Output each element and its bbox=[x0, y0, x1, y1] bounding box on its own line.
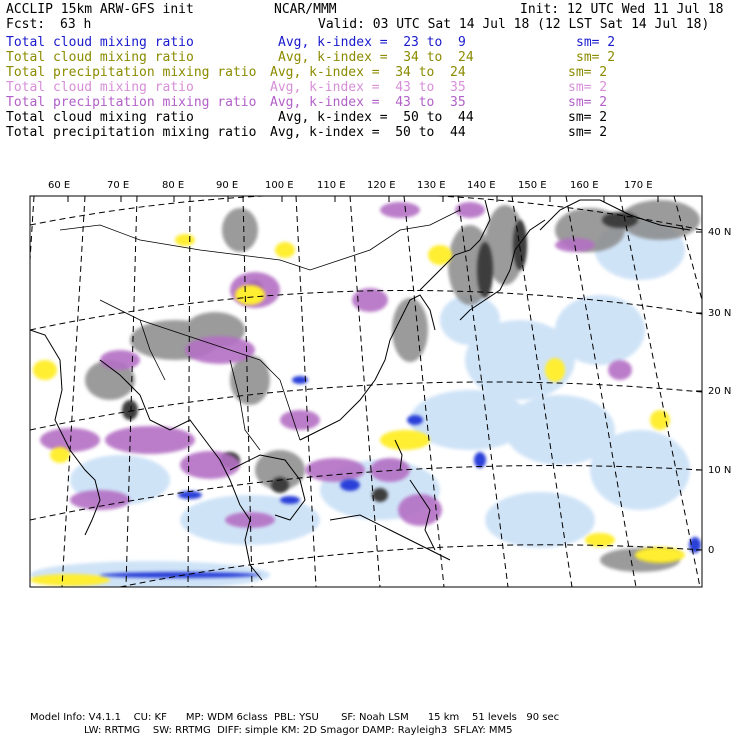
legend-sm: sm= 2 bbox=[568, 125, 608, 140]
legend-avg: Avg, k-index = 43 to 35 bbox=[270, 80, 466, 95]
legend-field: Total cloud mixing ratio bbox=[6, 110, 194, 125]
legend-field: Total precipitation mixing ratio bbox=[6, 65, 257, 80]
forecast-label: Fcst: bbox=[6, 17, 46, 32]
longitude-label: 120 E bbox=[367, 180, 396, 191]
legend-avg: Avg, k-index = 23 to 9 bbox=[278, 35, 466, 50]
longitude-label: 110 E bbox=[317, 180, 346, 191]
legend-sm: sm= 2 bbox=[568, 65, 608, 80]
legend-avg: Avg, k-index = 43 to 35 bbox=[270, 95, 466, 110]
legend-field: Total cloud mixing ratio bbox=[6, 80, 194, 95]
legend-field: Total cloud mixing ratio bbox=[6, 50, 194, 65]
init-time: Init: 12 UTC Wed 11 Jul 18 bbox=[520, 2, 724, 17]
latitude-label: 0 bbox=[708, 545, 715, 556]
legend-sm: sm= 2 bbox=[568, 110, 608, 125]
model-info-line-1: Model Info: V4.1.1 CU: KF MP: WDM 6class PBL: YSU SF: Noah LSM 15 km 51 levels 90 sec bbox=[30, 712, 560, 723]
longitude-label: 150 E bbox=[518, 180, 547, 191]
longitude-label: 100 E bbox=[265, 180, 294, 191]
organization-label: NCAR/MMM bbox=[274, 2, 337, 17]
top-ticks bbox=[68, 196, 658, 202]
legend-avg: Avg, k-index = 34 to 24 bbox=[270, 65, 466, 80]
longitude-label: 60 E bbox=[48, 180, 71, 191]
model-title: ACCLIP 15km ARW-GFS init bbox=[6, 2, 194, 17]
forecast-hour: 63 h bbox=[60, 17, 92, 32]
latitude-label: 20 N bbox=[708, 386, 732, 397]
longitude-label: 80 E bbox=[162, 180, 185, 191]
longitude-label: 90 E bbox=[216, 180, 239, 191]
legend-field: Total precipitation mixing ratio bbox=[6, 95, 257, 110]
legend-avg: Avg, k-index = 34 to 24 bbox=[278, 50, 474, 65]
legend-sm: sm= 2 bbox=[576, 35, 616, 50]
legend-sm: sm= 2 bbox=[576, 50, 616, 65]
legend-field: Total cloud mixing ratio bbox=[6, 35, 194, 50]
latitude-label: 40 N bbox=[708, 227, 732, 238]
legend-sm: sm= 2 bbox=[568, 95, 608, 110]
legend-field: Total precipitation mixing ratio bbox=[6, 125, 257, 140]
longitude-label: 170 E bbox=[624, 180, 653, 191]
model-info-line-2: LW: RRTMG SW: RRTMG DIFF: simple KM: 2D Smagor DAMP: Rayleigh3 SFLAY: MM5 bbox=[84, 725, 513, 736]
legend-avg: Avg, k-index = 50 to 44 bbox=[270, 125, 466, 140]
longitude-label: 140 E bbox=[467, 180, 496, 191]
legend-avg: Avg, k-index = 50 to 44 bbox=[278, 110, 474, 125]
longitude-label: 160 E bbox=[570, 180, 599, 191]
longitude-label: 70 E bbox=[107, 180, 130, 191]
latitude-label: 10 N bbox=[708, 465, 732, 476]
latitude-label: 30 N bbox=[708, 308, 732, 319]
longitude-label: 130 E bbox=[417, 180, 446, 191]
legend-sm: sm= 2 bbox=[568, 80, 608, 95]
right-ticks bbox=[696, 232, 702, 550]
valid-time: Valid: 03 UTC Sat 14 Jul 18 (12 LST Sat 14 Jul 18) bbox=[318, 17, 710, 32]
